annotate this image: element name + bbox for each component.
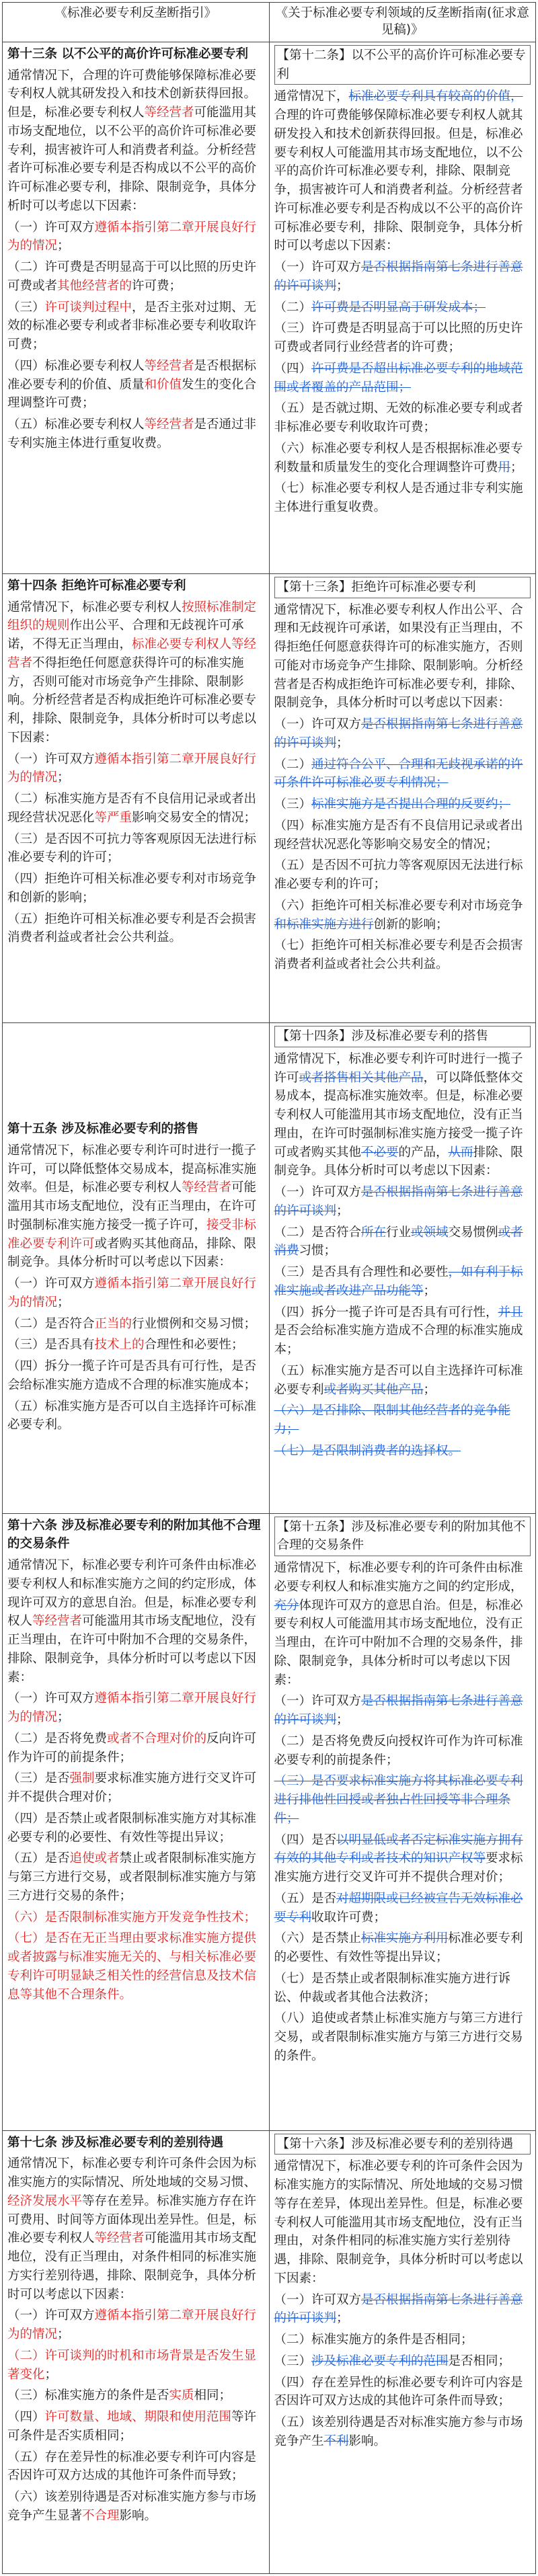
clause-item [274,1831,531,1887]
clause-item [274,795,531,814]
text-segment: 相同； [194,2388,232,2403]
text-segment: 等存在差异。标准实施方存在许可费用、时间等方面体现出差异性。但是，标准必要专利权人 [7,2193,257,2246]
highlighted-text: 或者不合理对价的 [107,1731,207,1746]
clause-item [7,357,264,413]
highlighted-text: 遵循本指引第二章开展良好行为的情况 [7,220,257,253]
deleted-text: 用 [498,460,511,475]
text-segment: （六）该差别待遇是否对标准实施方参与市场竞争产生显著 [7,2490,257,2523]
clause-item [7,910,264,948]
clause-item [274,258,531,296]
text-segment: 是否相同； [448,2353,511,2368]
clause-paragraph [274,1559,531,1689]
text-segment: （四）标准必要专利权人 [7,358,145,373]
text-segment: （二）是否符合 [274,1225,362,1240]
clause-title [7,577,264,596]
text-segment: （一）许可双方 [7,752,95,766]
text-segment: （四）标准实施方是否有不良信用记录或者出现经营状况恶化等影响交易安全的情况； [274,818,523,852]
text-segment: （二）是否将免费反向授权许可作为许可标准必要专利的前提条件； [274,1734,523,1767]
text-segment: （三） [274,797,312,812]
text-segment: 是否会给标准实施方造成不合理的标准实施成本； [274,1324,523,1357]
table-row [3,1023,536,1514]
text-segment: 发生的变化合理调整许可费； [7,377,257,411]
clause-item [7,1730,264,1767]
clause-title [7,1120,264,1139]
comparison-table [2,2,536,2574]
highlighted-text: 和价值 [144,377,182,392]
text-segment: 不得拒绝任何愿意获得许可的标准实施方，否则可能对市场竞争产生排除、限制影响。分析经营者是否构成拒绝许可标准必要专利，排除、限制竞争，具体分析时可以考虑以下因素： [7,655,257,745]
deleted-text: 以明显低或者否定标准实施方拥有有效的其他专利或者技术的知识产权等 [274,1833,523,1866]
text-segment: 习惯； [299,1244,337,1258]
highlighted-text: （七）是否在无正当理由要求标准实施方提供或者披露与标准实施无关的、与相关标准必要专利许可明显缺乏相关性的经营信息及技术信息等其他不合理条件。 [7,1931,257,2002]
clause-paragraph [7,598,264,748]
highlighted-text: 追使或者 [69,1851,120,1866]
clause-title [7,1517,264,1554]
clause-item [7,1357,264,1395]
deleted-text: 是否根据指南第七条进行善意的许可谈判 [274,717,523,750]
clause-item [274,399,531,437]
highlighted-text: 按照标准制定组织的规则 [7,600,257,633]
clause-paragraph [7,2155,264,2304]
text-segment: 通常情况下，标准必要专利许可时进行一揽子许可，可以降低整体交易成本，提高标准实施效率。但是，标准必要专利权人 [7,1143,257,1195]
text-segment: （四）是否 [274,1833,337,1847]
highlighted-text: 等经营者 [32,1614,83,1629]
text-segment: （三）是否具有 [7,1338,95,1353]
clause-item [274,1929,531,1967]
text-segment: （三）标准实施方的条件是否 [7,2388,169,2403]
left-cell [3,1023,270,1514]
text-segment: 【第十五条】涉及标准必要专利的附加其他不合理的交易条件 [276,1519,526,1553]
text-segment: 收取许可费； [311,1910,387,1925]
spacer [7,1026,264,1120]
clause-item [274,1183,531,1221]
clause-item [274,817,531,854]
clause-title [7,45,264,64]
text-segment: （一）许可双方 [274,260,362,275]
deleted-text: 是否根据指南第七条进行善意的许可谈判 [274,1694,523,1728]
text-segment: 体现许可双方的意思自治。但是，标准必要专利权人可能滥用其市场支配地位，没有正当理由，在许可中附加不合理的交易条件，排除、限制竞争，具体分析时可以考虑以下因素： [274,1598,523,1687]
clause-item [7,2386,264,2405]
clause-item [274,715,531,753]
text-segment: 通常情况下，标准必要专利的许可条件由标准必要专利权人和标准实施方之间的约定形成， [274,1561,523,1594]
deleted-text: 许可费是否超出标准必要专利的地域范围或者覆盖的产品范围； [274,361,523,395]
clause-item [274,1692,531,1730]
deleted-text: 涉及标准必要专利的范围 [311,2353,449,2368]
highlighted-text: 等经营者 [144,417,194,432]
text-segment: （二） [274,757,312,772]
text-segment: （五）标准必要专利权人 [7,417,145,432]
text-segment: （二）标准实施方是否有不良信用记录或者出现经营状况恶化 [7,792,257,825]
clause-item [274,897,531,934]
text-segment: （五）该差别待遇是否对标准实施方参与市场竞争产生 [274,2415,523,2448]
table-header-row [3,3,536,42]
highlighted-text: 不合理 [82,2508,120,2523]
text-segment: 【第十六条】涉及标准必要专利的差别待遇 [276,2136,514,2151]
left-column-header: 《标准必要专利反垄断指引》 [3,3,270,42]
text-segment: （一）许可双方 [7,1691,95,1706]
clause-item [7,750,264,788]
right-cell [269,1513,536,2130]
deleted-text: 所在 [361,1225,387,1240]
deleted-text: 许可费是否明显高于研发成本； [311,300,486,315]
deleted-text: 或领域 [411,1225,449,1240]
highlighted-text: 经济发展水平 [7,2193,83,2208]
text-segment: 可能滥用其市场支配地位，没有正当理由，对条件相同的标准实施方实行差别待遇，排除、限制竞争，具体分析时可以考虑以下因素： [7,2231,257,2302]
text-segment: 合理性和必要性； [144,1338,244,1353]
deleted-text: （七）是否限制消费者的选择权。 [274,1443,461,1458]
text-segment: （五）标准实施方是否可以自主选择许可标准必要专利。 [7,1399,257,1433]
clause-item [274,440,531,477]
deleted-text: 从而 [448,1145,473,1160]
text-segment: （二）是否符合 [7,1316,95,1331]
clause-item [7,790,264,828]
text-segment: （五）是否 [7,1851,70,1866]
text-segment: （三）是否因不可抗力等客观原因无法进行标准必要专利的许可； [7,832,257,865]
text-segment: 【第十四条】涉及标准必要专利的搭售 [276,1029,489,1043]
clause-paragraph [7,67,264,216]
highlighted-text: 等经营者 [94,2231,145,2246]
text-segment: 【第十三条】拒绝许可标准必要专利 [276,579,476,594]
deleted-text: 或者消费 [274,1225,523,1258]
text-segment: （一）许可双方 [274,717,362,732]
clause-title [274,45,531,85]
text-segment: ； [423,1382,436,1397]
clause-item [274,2374,531,2411]
clause-title [274,2134,531,2155]
text-segment: ； [57,770,70,785]
deleted-text: 和标准实施方进行 [274,917,374,932]
text-segment: （五）是否就过期、无效的标准必要专利或者非标准必要专利收取许可费； [274,401,523,435]
text-segment: （六）是否禁止 [274,1931,362,1946]
highlighted-text: 遵循本指引第二章开展良好行为的情况 [7,1277,257,1310]
clause-item [7,1689,264,1727]
text-segment: （六）拒绝许可相关标准必要专利对市场竞争 [274,898,523,913]
clause-item [7,415,264,453]
clause-item [7,1398,264,1435]
clause-item [274,1223,531,1261]
text-segment: （四）是否禁止或者限制标准实施方对其标准必要专利的必要性、有效性等提出异议； [7,1811,257,1845]
text-segment: （一）许可双方 [7,1277,95,1291]
text-segment: 行业惯例和交易习惯； [132,1316,257,1331]
text-segment: 是否根据标准必要专利的价值、质量 [7,358,257,392]
text-segment: （四）存在差异性的标准必要专利许可内容是否因许可双方达成的其他许可条件而导致； [274,2375,523,2409]
highlighted-text: 等经营者 [144,358,194,373]
text-segment: 创新的影响； [373,917,449,932]
clause-item [274,1263,531,1301]
highlighted-text: 等经营者 [182,1180,232,1195]
text-segment: （五）是否因不可抗力等客观原因无法进行标准必要专利的许可； [274,858,523,892]
text-segment: （二）是否将免费 [7,1731,108,1746]
text-segment: 行业 [386,1225,412,1240]
text-segment: ，可以降低整体交易成本，提高标准实施效率。但是，标准必要专利权人可能滥用其市场支配地位，没有正当理由，在许可时强制标准实施方接受一揽子许可或者购买其他 [274,1070,523,1160]
clause-item [274,2009,531,2065]
clause-item [7,1810,264,1847]
highlighted-text: 等严重 [94,810,132,825]
clause-item [274,2291,531,2329]
highlighted-text: 等经营者 [144,106,194,120]
text-segment: ； [57,1295,70,1310]
clause-item [274,1303,531,1359]
clause-item [7,1908,264,1927]
text-segment: （二） [274,300,312,315]
text-segment: （三）是否 [7,1771,70,1786]
text-segment: 可能滥用其市场支配地位，以不公平的高价许可标准必要专利，损害被许可人和消费者利益。分析经营者许可标准必要专利是否构成以不公平的高价许可标准必要专利，排除、限制竞争，具体分析时可以考虑以下因素： [7,106,257,213]
text-segment: （五）存在差异性的标准必要专利许可内容是否因许可双方达成的其他许可条件而导致； [7,2450,257,2483]
highlighted-text: 接受非标准必要专利许可 [7,1217,257,1251]
text-segment: 第十七条 涉及标准必要专利的差别待遇 [7,2135,223,2150]
clause-item [7,1315,264,1334]
highlighted-text: 遵循本指引第二章开展良好行为的情况 [7,752,257,785]
clause-item [7,2347,264,2384]
clause-paragraph [274,2157,531,2288]
clause-item [7,1769,264,1807]
text-segment: 的产品， [398,1145,449,1160]
clause-item [274,2331,531,2349]
highlighted-text: （二）许可谈判的时机和市场背景是否发生显著变化 [7,2348,257,2382]
text-segment: 禁止或者限制标准实施方与第三方进行交易，或者限制标准实施方与第三方进行交易的条件； [7,1851,257,1903]
text-segment: ； [44,2367,58,2382]
deleted-text: 不必要 [361,1145,399,1160]
clause-paragraph [274,1050,531,1180]
clause-item [274,1732,531,1770]
text-segment: 合理的许可费能够保障标准必要专利权人就其研发投入和技术创新获得回报。但是，标准必要专利权人可能滥用其市场支配地位，以不公平的高价许可标准必要专利，排除、限制竞争，损害被许可人和消费者利益。分析经营者许可标准必要专利是否构成以不公平的高价许可标准必要专利，排除、限制竞争，具体分析时可以考虑以下因素： [274,108,523,253]
text-segment: 【第十二条】以不公平的高价许可标准必要专利 [276,48,526,81]
text-segment: 要求标准实施方进行交叉许可并不提供合理对价； [274,1851,523,1885]
text-segment: 通常情况下，标准必要专利许可条件由标准必要专利权人和标准实施方之间的约定形成，体现许可双方的意思自治。但是，标准必要专利权人 [7,1558,257,1629]
text-segment: 通常情况下，标准必要专利的许可条件会因为标准实施方的实际情况、所处地域的交易习惯等存在差异，体现出差异性。但是，标准必要专利权人可能滥用其市场支配地位，没有正当理由，对条件相同的标准实施方实行差别待遇，排除、限制竞争，具体分析时可以考虑以下因素： [274,2159,523,2286]
text-segment: （四） [274,361,312,376]
highlighted-text: 标准必要专利权人等经营者 [7,637,257,670]
highlighted-text: （六）是否限制标准实施方开发竞争性技术； [7,1910,257,1925]
right-cell [269,573,536,1022]
highlighted-text: 遵循本指引第二章开展良好行为的情况 [7,1691,257,1725]
deleted-text: 标准实施方是否提出合理的反要约； [311,797,511,812]
left-cell [3,2130,270,2573]
text-segment: （四）拆分一揽子许可是否具有可行性，是否会给标准实施方造成不合理的标准实施成本； [7,1359,257,1392]
text-segment: 可能滥用其市场支配地位，没有正当理由，在许可中附加不合理的交易条件，排除、限制竞争，具体分析时可以考虑以下因素： [7,1614,257,1685]
text-segment: （四）拆分一揽子许可是否具有可行性， [274,1305,498,1320]
text-segment: （七）标准必要专利权人是否通过非专利实施主体进行重复收费。 [274,481,523,515]
text-segment: 排除、限制竞争。具体分析时可以考虑以下因素： [274,1145,523,1178]
text-segment: ； [510,460,523,475]
highlighted-text: 其他经营者的 [57,278,132,293]
text-segment: 通常情况下， [274,89,349,104]
deleted-text: 或者购买其他产品 [323,1382,424,1397]
text-segment: ； [57,239,70,253]
highlighted-text: 实质 [169,2388,194,2403]
deleted-text: 是否根据指南第七条进行善意的许可谈判 [274,2292,523,2326]
right-cell [269,42,536,573]
clause-item [7,2306,264,2344]
text-segment: ； [336,735,349,750]
text-segment: （一）许可双方 [7,2308,95,2323]
clause-item [7,2488,264,2526]
deleted-text: 标准必要专利具有较高的价值， [348,89,523,104]
left-cell [3,1513,270,2130]
text-segment: ； [336,1713,349,1728]
text-segment: 通常情况下，标准必要专利许可时进行一揽子许可 [274,1051,523,1085]
text-segment: 通常情况下，标准必要专利权人作出公平、合理和无歧视许可承诺，如果没有正当理由，不得拒绝任何愿意获得许可的标准实施方，否则可能对市场竞争产生排除、限制影响。分析经营者是否构成拒绝许可标准必要专利，排除、限制竞争，具体分析时可以考虑以下因素： [274,602,523,711]
text-segment: 反向许可作为许可的前提条件； [7,1731,257,1765]
text-segment: 标准必要专利的必要性、有效性等提出异议； [274,1931,523,1965]
text-segment: 第十六条 涉及标准必要专利的附加其他不合理的交易条件 [7,1518,261,1552]
clause-item [274,360,531,397]
text-segment: （三）许可费是否明显高于可以比照的历史许可费或者同行业经营者的许可费； [274,321,523,355]
text-segment: （一）许可双方 [274,1694,362,1709]
deleted-text: （三）是否要求标准实施方将其标准必要专利进行排他性回授或者独占性回授等非合理条件； [274,1774,523,1826]
table-row [3,573,536,1022]
clause-item [7,218,264,256]
deleted-text: 并且 [498,1305,523,1320]
clause-paragraph [7,1556,264,1687]
clause-item [7,830,264,868]
clause-item [274,1890,531,1927]
right-column-header: 《关于标准必要专利领域的反垄断指南(征求意见稿)》 [269,3,536,42]
deleted-text: ，如有利于标准实施或者改进产品功能等 [274,1265,523,1298]
clause-item [7,1849,264,1905]
text-segment: （七）是否禁止或者限制标准实施方进行诉讼、仲裁或者其他合法救济； [274,1971,511,2005]
left-cell [3,42,270,573]
highlighted-text: 许可数量、地域、期限和使用范围 [44,2410,232,2425]
text-segment: 第十四条 拒绝许可标准必要专利 [7,578,186,593]
clause-paragraph [7,1141,264,1272]
clause-item [274,479,531,517]
text-segment: 许可费； [132,278,182,293]
text-segment: （六）标准必要专利权人是否根据标准必要专利数量和质量发生的变化合理调整许可费 [274,441,523,475]
clause-item [274,2352,531,2371]
clause-title [274,1026,531,1047]
deleted-text: 不利 [323,2433,349,2448]
highlighted-text: 强制 [69,1771,95,1786]
text-segment: 可能滥用其市场支配地位，没有正当理由，在许可时强制标准实施方接受一揽子许可， [7,1180,257,1232]
clause-item [274,936,531,974]
clause-title [274,1517,531,1557]
clause-item [274,1442,531,1461]
right-cell [269,2130,536,2573]
deleted-text: （六）是否排除、限制其他经营者的竞争能力； [274,1404,511,1437]
highlighted-text: 遵循本指引第二章开展良好行为的情况 [7,2308,257,2342]
clause-item [274,1402,531,1439]
deleted-text: 标准实施方利用 [361,1931,449,1946]
text-segment: 要求标准实施方进行交叉许可并不提供合理对价； [7,1771,257,1805]
text-segment: 等许可条件是否实质相同； [7,2410,257,2443]
clause-item [274,1362,531,1400]
deleted-text: 是否根据指南第七条进行善意的许可谈判 [274,260,523,293]
clause-title [7,2134,264,2152]
clause-item [7,1929,264,2004]
text-segment: （五）标准实施方是否可以自主选择许可标准必要专利 [274,1363,523,1397]
clause-paragraph [274,87,531,255]
highlighted-text: 许可谈判过程中 [44,300,132,315]
text-segment: （八）追使或者禁止标准实施方与第三方进行交易，或者限制标准实施方与第三方进行交易的条件。 [274,2011,523,2063]
clause-item [274,756,531,793]
text-segment: （三） [274,2353,312,2368]
table-row [3,1513,536,2130]
text-segment: ； [423,1283,436,1298]
text-segment: 影响。 [119,2508,157,2523]
text-segment: ； [336,2311,349,2326]
left-cell [3,573,270,1022]
text-segment: 是否通过非专利实施主体进行重复收费。 [7,417,257,450]
text-segment: （一）许可双方 [274,1185,362,1199]
text-segment: 通常情况下，标准必要专利许可条件会因为标准实施方的实际情况、所处地域的交易习惯、 [7,2157,257,2190]
text-segment: 或者购买其他商品，排除、限制竞争。具体分析时可以考虑以下因素： [7,1236,257,1270]
text-segment: （三） [7,300,45,315]
text-segment: ； [336,1203,349,1218]
text-segment: 第十三条 以不公平的高价许可标准必要专利 [7,46,248,61]
text-segment: 作出公平、合理和无歧视许可承诺，不得无正当理由， [7,618,244,652]
text-segment: （一）许可双方 [7,220,95,235]
deleted-text: 充分 [274,1598,299,1613]
text-segment: （五）拒绝许可相关标准必要专利是否会损害消费者利益或者社会公共利益。 [7,912,257,945]
clause-item [7,1336,264,1355]
text-segment: （四） [7,2410,45,2425]
clause-item [274,856,531,894]
text-segment: 影响。 [348,2433,387,2448]
text-segment: （一）许可双方 [274,2292,362,2307]
text-segment: 第十五条 涉及标准必要专利的搭售 [7,1122,198,1136]
clause-item [274,298,531,317]
text-segment: ； [57,1710,70,1725]
highlighted-text: 正当的 [94,1316,132,1331]
clause-item [274,1772,531,1828]
deleted-text: 通过符合公平、合理和无歧视承诺的许可条件许可标准必要专利情况； [274,757,523,791]
table-row [3,42,536,573]
text-segment: （七）拒绝许可相关标准必要专利是否会损害消费者利益或者社会公共利益。 [274,938,523,972]
text-segment: 交易惯例 [448,1225,498,1240]
text-segment: （五）是否 [274,1891,337,1906]
text-segment: （四）拒绝许可相关标准必要专利对市场竞争和创新的影响； [7,872,257,905]
clause-item [7,1275,264,1312]
clause-title [274,577,531,598]
table-row [3,2130,536,2573]
clause-item [7,2408,264,2446]
text-segment: ； [336,278,349,293]
text-segment: （二）标准实施方的条件是否相同； [274,2333,473,2347]
text-segment: ； [57,2327,70,2342]
text-segment: （二）许可费是否明显高于可以比照的历史许可费或者 [7,260,257,293]
text-segment: （三）是否具有合理性和必要性 [274,1265,449,1279]
clause-item [7,298,264,354]
deleted-text: 或者搭售相关其他产品 [299,1070,424,1085]
clause-item [274,319,531,357]
deleted-text: 对超期限或已经被宣告无效标准必要专利 [274,1891,523,1925]
clause-item [7,2448,264,2486]
text-segment: 通常情况下，标准必要专利权人 [7,600,182,614]
clause-item [274,1970,531,2007]
highlighted-text: 技术上的 [94,1338,145,1353]
text-segment: 通常情况下，合理的许可费能够保障标准必要专利权人就其研发投入和技术创新获得回报。但是，标准必要专利权人 [7,68,257,120]
deleted-text: 是否根据指南第七条进行善意的许可谈判 [274,1185,523,1218]
right-cell [269,1023,536,1514]
text-segment: ，是否主张对过期、无效的标准必要专利或者非标准必要专利收取许可费； [7,300,257,352]
clause-item [7,870,264,908]
table-body [3,42,536,2573]
text-segment: 影响交易安全的情况； [132,810,257,825]
clause-paragraph [274,601,531,713]
clause-item [274,2413,531,2451]
clause-item [7,258,264,296]
